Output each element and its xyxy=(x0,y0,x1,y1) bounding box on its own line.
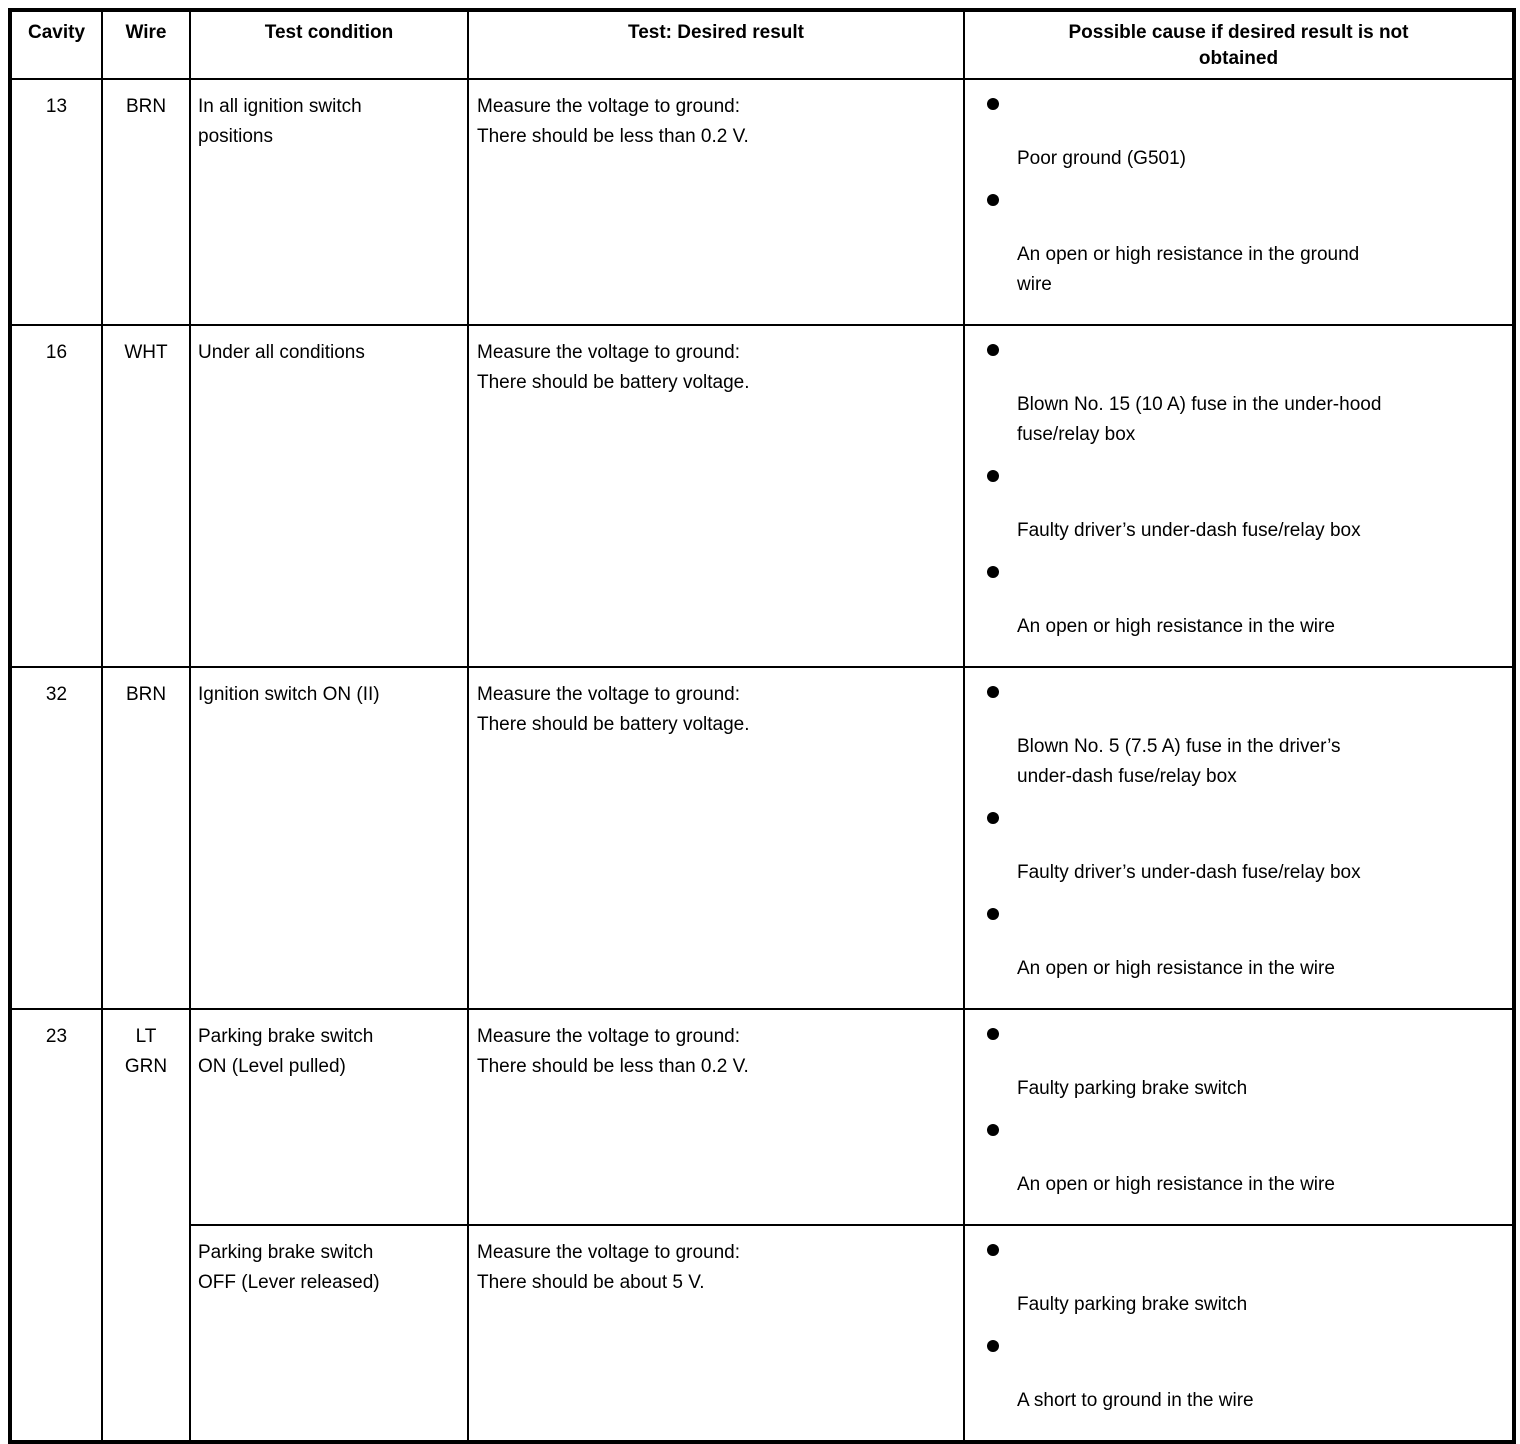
cavity-cell: 13 xyxy=(10,79,102,325)
wire-cell xyxy=(102,325,190,667)
header-possible-cause-label: Possible cause if desired result is not obtained xyxy=(1068,22,1409,69)
causes-cell xyxy=(964,1009,1514,1225)
bullet-icon xyxy=(987,98,999,110)
wire-value: BRN xyxy=(125,96,167,117)
result-line: There should be less than 0.2 V. xyxy=(477,1056,749,1077)
result-cell xyxy=(468,1009,964,1225)
bullet-icon xyxy=(987,470,999,482)
cause-item xyxy=(985,470,1504,546)
cause-text: Faulty parking brake switch xyxy=(1017,1294,1248,1315)
bullet-icon xyxy=(987,344,999,356)
wire-value: WHT xyxy=(124,342,168,363)
cause-text: An open or high resistance in the wire xyxy=(1017,1174,1335,1195)
condition-cell xyxy=(190,325,468,667)
result-line: There should be battery voltage. xyxy=(477,714,750,735)
cause-text: Faulty parking brake switch xyxy=(1017,1078,1248,1099)
bullet-icon xyxy=(987,566,999,578)
bullet-icon xyxy=(987,1340,999,1352)
table-row xyxy=(10,1225,1514,1442)
cause-item xyxy=(985,686,1504,792)
cavity-cell: 23 xyxy=(10,1009,102,1442)
bullet-icon xyxy=(987,686,999,698)
cause-item xyxy=(985,1124,1504,1200)
header-test-condition xyxy=(190,10,468,79)
result-line: Measure the voltage to ground: xyxy=(477,342,741,363)
causes-cell xyxy=(964,325,1514,667)
result-line: There should be less than 0.2 V. xyxy=(477,126,749,147)
condition-text: Under all conditions xyxy=(198,342,365,363)
cause-text: Blown No. 5 (7.5 A) fuse in the driver’s under-dash fuse/relay box xyxy=(1017,736,1341,787)
cause-text: Blown No. 15 (10 A) fuse in the under-hood fuse/relay box xyxy=(1017,394,1382,445)
wire-value: LT GRN xyxy=(124,1026,168,1077)
condition-cell xyxy=(190,79,468,325)
cause-text: An open or high resistance in the wire xyxy=(1017,616,1335,637)
causes-cell xyxy=(964,667,1514,1009)
result-cell xyxy=(468,667,964,1009)
result-line: Measure the voltage to ground: xyxy=(477,1242,741,1263)
cause-item xyxy=(985,344,1504,450)
cause-text: An open or high resistance in the wire xyxy=(1017,958,1335,979)
table-header xyxy=(10,10,1514,79)
header-row xyxy=(10,10,1514,79)
cause-item xyxy=(985,1244,1504,1320)
wire-value: BRN xyxy=(125,684,167,705)
cause-item xyxy=(985,812,1504,888)
bullet-icon xyxy=(987,194,999,206)
wiring-test-table xyxy=(8,8,1516,1444)
cause-item xyxy=(985,194,1504,300)
condition-cell xyxy=(190,1009,468,1225)
causes-cell xyxy=(964,1225,1514,1442)
bullet-icon xyxy=(987,1244,999,1256)
table-row xyxy=(10,325,1514,667)
header-possible-cause xyxy=(964,10,1514,79)
bullet-icon xyxy=(987,1028,999,1040)
table-row xyxy=(10,667,1514,1009)
cause-item xyxy=(985,98,1504,174)
result-line: Measure the voltage to ground: xyxy=(477,1026,741,1047)
condition-text: In all ignition switch positions xyxy=(198,96,362,147)
cavity-cell: 16 xyxy=(10,325,102,667)
cause-item xyxy=(985,566,1504,642)
cause-text: Poor ground (G501) xyxy=(1017,148,1186,169)
table-row xyxy=(10,79,1514,325)
result-line: There should be battery voltage. xyxy=(477,372,750,393)
cause-item xyxy=(985,1028,1504,1104)
cause-text: Faulty driver’s under-dash fuse/relay box xyxy=(1017,520,1361,541)
condition-text: Ignition switch ON (II) xyxy=(198,684,380,705)
bullet-icon xyxy=(987,812,999,824)
cavity-cell: 32 xyxy=(10,667,102,1009)
condition-cell xyxy=(190,1225,468,1442)
header-desired-result xyxy=(468,10,964,79)
header-wire xyxy=(102,10,190,79)
table-body xyxy=(10,79,1514,1442)
wire-cell xyxy=(102,667,190,1009)
bullet-icon xyxy=(987,908,999,920)
result-line: There should be about 5 V. xyxy=(477,1272,705,1293)
result-line: Measure the voltage to ground: xyxy=(477,684,741,705)
result-line: Measure the voltage to ground: xyxy=(477,96,741,117)
wire-cell xyxy=(102,1009,190,1442)
causes-cell xyxy=(964,79,1514,325)
wire-cell xyxy=(102,79,190,325)
table-row xyxy=(10,1009,1514,1225)
result-cell xyxy=(468,325,964,667)
bullet-icon xyxy=(987,1124,999,1136)
condition-text: Parking brake switch ON (Level pulled) xyxy=(198,1026,374,1077)
header-cavity xyxy=(10,10,102,79)
condition-cell xyxy=(190,667,468,1009)
header-wire-label: Wire xyxy=(125,22,167,43)
condition-text: Parking brake switch OFF (Lever released) xyxy=(198,1242,380,1293)
cause-text: A short to ground in the wire xyxy=(1017,1390,1254,1411)
header-cavity-label: Cavity xyxy=(27,22,86,43)
result-cell xyxy=(468,1225,964,1442)
result-cell xyxy=(468,79,964,325)
header-test-condition-label: Test condition xyxy=(264,22,394,43)
header-desired-result-label: Test: Desired result xyxy=(628,22,804,43)
cause-item xyxy=(985,908,1504,984)
cause-text: An open or high resistance in the ground wire xyxy=(1017,244,1360,295)
cause-text: Faulty driver’s under-dash fuse/relay box xyxy=(1017,862,1361,883)
cause-item xyxy=(985,1340,1504,1416)
